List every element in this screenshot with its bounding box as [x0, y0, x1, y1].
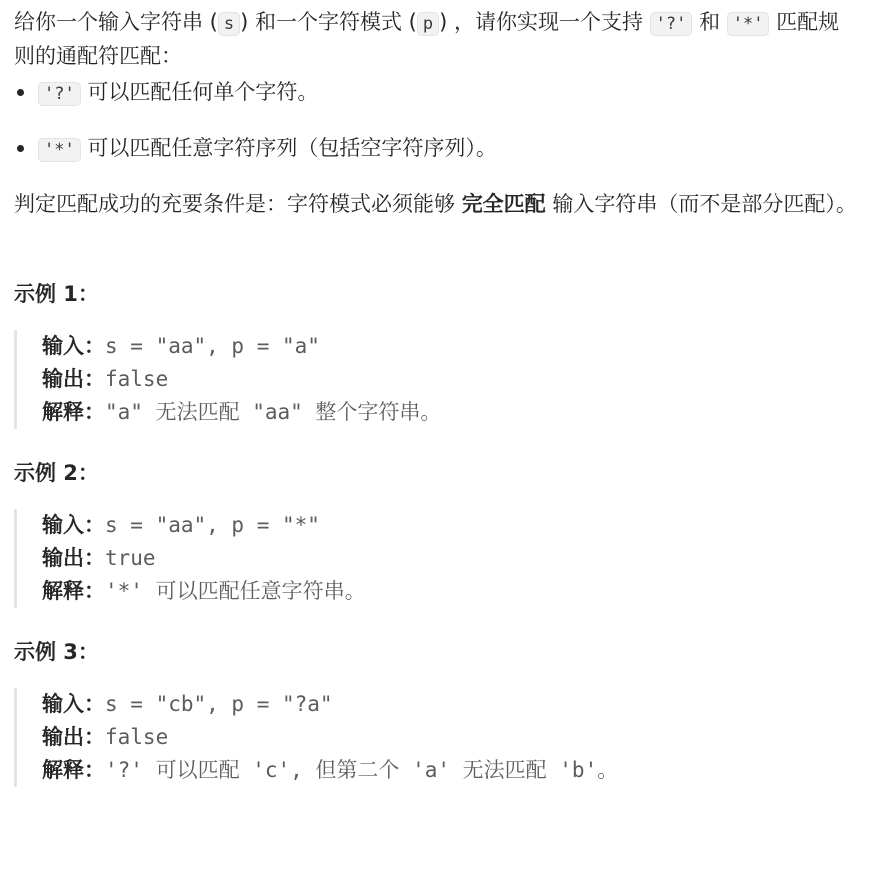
input-label: 输入： — [42, 692, 105, 716]
input-string-code: s — [218, 12, 240, 36]
bullet-icon — [17, 145, 24, 152]
intro-text: 匹配规则的通配符匹配： — [14, 10, 840, 68]
criterion-text: 输入字符串（而不是部分匹配）。 — [545, 192, 857, 216]
output-label: 输出： — [42, 725, 105, 749]
asterisk-code: '*' — [727, 12, 770, 36]
example-output-line — [42, 363, 860, 396]
intro-paragraph — [14, 6, 860, 72]
example-output-line — [42, 721, 860, 754]
example-3-block — [14, 688, 860, 787]
example-2-block — [14, 509, 860, 608]
example-2-title: 示例 2： — [14, 461, 99, 485]
intro-text: ) ，请你实现一个支持 — [439, 10, 650, 34]
example-1-title: 示例 1： — [14, 282, 99, 306]
rule-text: 可以匹配任何单个字符。 — [80, 80, 319, 104]
explanation-label: 解释： — [42, 758, 105, 782]
input-label: 输入： — [42, 513, 105, 537]
example-input-value: s = "aa", p = "a" — [105, 334, 320, 358]
example-1-block — [14, 330, 860, 429]
example-3-title: 示例 3： — [14, 640, 99, 664]
example-explanation-value: "a" 无法匹配 "aa" 整个字符串。 — [105, 400, 442, 424]
bullet-icon — [17, 89, 24, 96]
example-input-value: s = "cb", p = "?a" — [105, 692, 333, 716]
example-output-line — [42, 542, 860, 575]
intro-text: ) 和一个字符模式 ( — [240, 10, 417, 34]
example-input-value: s = "aa", p = "*" — [105, 513, 320, 537]
intro-text: 给你一个输入字符串 ( — [14, 10, 218, 34]
output-label: 输出： — [42, 367, 105, 391]
example-explanation-line — [42, 754, 860, 787]
rule-item-question-mark — [14, 76, 860, 110]
criterion-text: 判定匹配成功的充要条件是：字符模式必须能够 — [14, 192, 462, 216]
criterion-bold: 完全匹配 — [461, 192, 546, 216]
output-label: 输出： — [42, 546, 105, 570]
intro-text: 和 — [692, 10, 727, 34]
example-explanation-value: '*' 可以匹配任意字符串。 — [105, 579, 366, 603]
criterion-paragraph — [14, 188, 860, 220]
rules-list — [14, 76, 860, 166]
rule-item-asterisk — [14, 132, 860, 166]
example-explanation-line — [42, 575, 860, 608]
question-mark-code: '?' — [650, 12, 693, 36]
pattern-code: p — [417, 12, 439, 36]
explanation-label: 解释： — [42, 400, 105, 424]
example-output-value: false — [105, 725, 169, 749]
example-output-value: false — [105, 367, 169, 391]
rule-text: 可以匹配任意字符序列（包括空字符序列）。 — [80, 136, 497, 160]
rule-code: '*' — [38, 138, 81, 162]
example-explanation-line — [42, 396, 860, 429]
input-label: 输入： — [42, 334, 105, 358]
example-input-line — [42, 688, 860, 721]
example-output-value: true — [105, 546, 156, 570]
example-explanation-value: '?' 可以匹配 'c', 但第二个 'a' 无法匹配 'b'。 — [105, 758, 619, 782]
rule-code: '?' — [38, 82, 81, 106]
example-input-line — [42, 509, 860, 542]
explanation-label: 解释： — [42, 579, 105, 603]
example-input-line — [42, 330, 860, 363]
